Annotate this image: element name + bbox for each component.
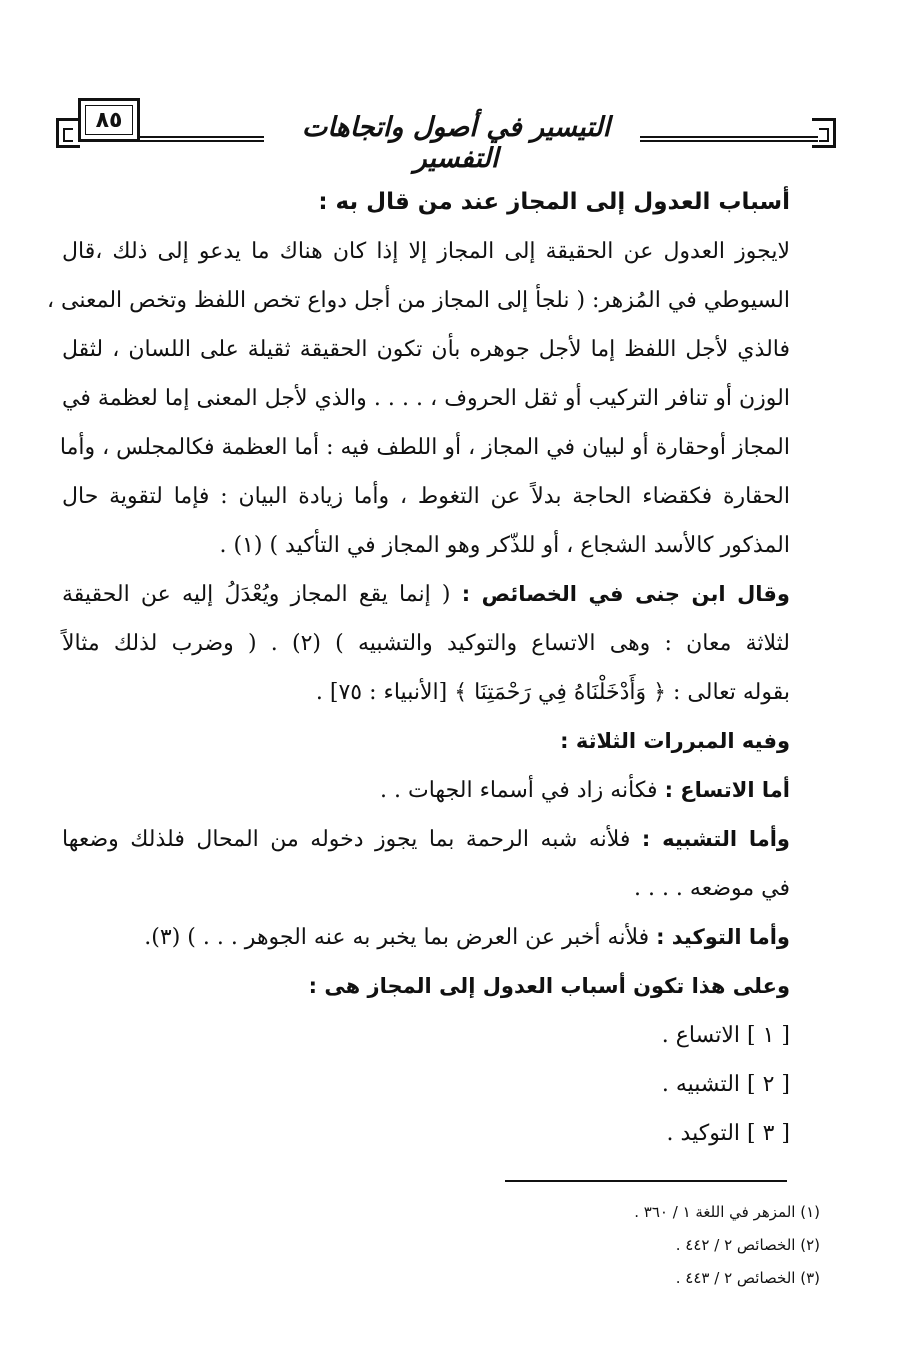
paragraph-line: فالذي لأجل اللفظ إما لأجل جوهره بأن تكون الحقيقة ثقيلة على اللسان ، لثقل — [62, 337, 790, 362]
footnote: (١) المزهر في اللغة ١ / ٣٦٠ . — [634, 1203, 820, 1221]
header-ornament-left — [56, 118, 80, 148]
tawkid-text: فلأنه أخبر عن العرض بما يخبر به عنه الجوهر . . . ) (٣). — [144, 925, 650, 950]
page-number-box — [78, 98, 140, 142]
paragraph-line: الوزن أو تنافر التركيب أو ثقل الحروف ، . . . . والذي لأجل المعنى إما لعظمة في — [62, 386, 790, 411]
paragraph-line: الحقارة فكقضاء الحاجة بدلاً عن التغوط ، وأما زيادة البيان : فإما لتقوية حال — [62, 484, 790, 509]
footnote: (٣) الخصائص ٢ / ٤٤٣ . — [675, 1269, 820, 1287]
justifications-intro: وفيه المبررات الثلاثة : — [560, 729, 790, 753]
paragraph-line: المجاز أوحقارة أو لبيان في المجاز ، أو اللطف فيه : أما العظمة فكالمجلس ، وأما — [59, 435, 790, 460]
ibn-jinni-lead: وقال ابن جنى في الخصائص : — [461, 582, 790, 606]
running-title: التيسير في أصول واتجاهات التفسير — [301, 112, 611, 174]
section-heading: أسباب العدول إلى المجاز عند من قال به : — [318, 189, 790, 215]
tashbih-line — [62, 815, 790, 864]
ittisa-line — [62, 766, 790, 815]
ittisa-text: فكأنه زاد في أسماء الجهات . . — [380, 778, 658, 803]
conclusion-item: [ ٣ ] التوكيد . — [666, 1121, 790, 1146]
conclusion-item: [ ٢ ] التشبيه . — [661, 1072, 790, 1097]
ittisa-label: أما الاتساع : — [664, 778, 790, 802]
main-text — [46, 178, 790, 1158]
page-number: ٨٥ — [95, 107, 123, 133]
paragraph-line: المذكور كالأسد الشجاع ، أو للذّكر وهو المجاز في التأكيد ) (١) . — [219, 533, 790, 558]
ibn-jinni-quote: ( إنما يقع المجاز ويُعْدَلُ إليه عن الحقيقة — [62, 582, 451, 607]
tashbih-text: فلأنه شبه الرحمة بما يجوز دخوله من المحال فلذلك وضعها — [62, 827, 631, 852]
paragraph-line: السيوطي في المُزهر: ( نلجأ إلى المجاز من أجل دواع تخص اللفظ وتخص المعنى ، — [46, 288, 790, 313]
header-ornament-right — [812, 118, 836, 148]
ibn-jinni-line-1 — [62, 570, 790, 619]
conclusion-item: [ ١ ] الاتساع . — [661, 1023, 790, 1048]
conclusion-intro: وعلى هذا تكون أسباب العدول إلى المجاز هى : — [308, 974, 790, 998]
header-rule-right — [640, 136, 818, 142]
tashbih-continuation: في موضعه . . . . — [633, 876, 790, 901]
tawkid-label: وأما التوكيد : — [656, 925, 790, 949]
tashbih-label: وأما التشبيه : — [641, 827, 790, 851]
footnote-separator — [505, 1180, 787, 1182]
paragraph-line: لايجوز العدول عن الحقيقة إلى المجاز إلا إذا كان هناك ما يدعو إلى ذلك ،قال — [62, 239, 790, 264]
footnote: (٢) الخصائص ٢ / ٤٤٢ . — [675, 1236, 820, 1254]
ibn-jinni-line-3: بقوله تعالى : ﴿ وَأَدْخَلْنَاهُ فِي رَحْمَتِنَا ﴾ [الأنبياء : ٧٥] . — [315, 680, 790, 705]
footnotes — [520, 1196, 820, 1295]
tawkid-line — [62, 913, 790, 962]
ibn-jinni-line-2: لثلاثة معان : وهى الاتساع والتوكيد والتشبيه ) (٢) . ( وضرب لذلك مثالاً — [62, 631, 790, 656]
